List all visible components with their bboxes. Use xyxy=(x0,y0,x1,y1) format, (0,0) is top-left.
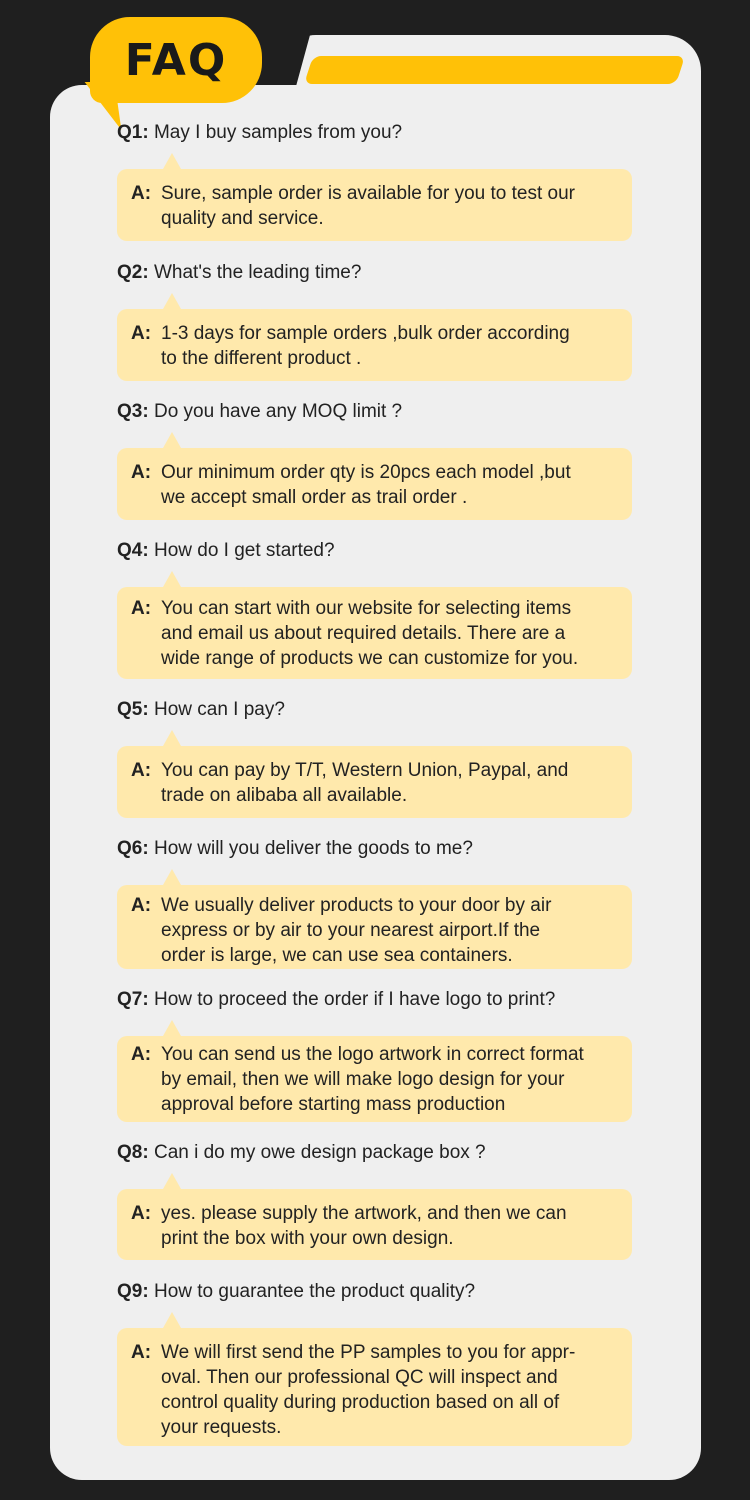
answer-label: A: xyxy=(131,895,152,916)
answer-text: Sure, sample order is available for you to test our quality and service. xyxy=(161,183,575,229)
answer-4 xyxy=(117,587,632,679)
question-text: Do you have any MOQ limit ? xyxy=(153,401,403,422)
answer-8 xyxy=(117,1189,632,1260)
answer-label: A: xyxy=(131,1203,152,1224)
faq-badge xyxy=(90,17,262,103)
question-6 xyxy=(117,838,637,860)
answer-text: We usually deliver products to your door by air express or by air to your nearest airport.If the order is large, we can use sea containers. xyxy=(161,895,552,966)
answer-5 xyxy=(117,746,632,818)
answer-text: Our minimum order qty is 20pcs each model ,but we accept small order as trail order . xyxy=(161,462,571,508)
answer-text: We will first send the PP samples to you for appr- oval. Then our professional QC will inspect and control quality during production based on all of your requests. xyxy=(161,1342,576,1438)
question-9 xyxy=(117,1281,637,1303)
answer-3 xyxy=(117,448,632,520)
answer-label: A: xyxy=(131,462,152,483)
question-text: How do I get started? xyxy=(153,540,335,561)
question-number: Q3: xyxy=(117,401,149,422)
question-text: Can i do my owe design package box ? xyxy=(153,1142,486,1163)
question-text: How to guarantee the product quality? xyxy=(153,1281,476,1302)
question-1 xyxy=(117,122,637,144)
question-number: Q1: xyxy=(117,122,149,143)
answer-label: A: xyxy=(131,1342,152,1363)
question-number: Q7: xyxy=(117,989,149,1010)
answer-2 xyxy=(117,309,632,381)
question-text: May I buy samples from you? xyxy=(153,122,403,143)
answer-text: 1-3 days for sample orders ,bulk order according to the different product . xyxy=(161,323,570,369)
answer-label: A: xyxy=(131,183,152,204)
question-text: How will you deliver the goods to me? xyxy=(153,838,473,859)
question-text: How can I pay? xyxy=(153,699,285,720)
answer-text: You can send us the logo artwork in correct format by email, then we will make logo design for your approval before starting mass production xyxy=(161,1044,584,1115)
question-text: What's the leading time? xyxy=(153,262,362,283)
answer-text: You can start with our website for selecting items and email us about required details. There are a wide range of products we can customize for you. xyxy=(161,598,579,669)
question-3 xyxy=(117,401,637,423)
question-number: Q4: xyxy=(117,540,149,561)
answer-label: A: xyxy=(131,760,152,781)
question-4 xyxy=(117,540,637,562)
answer-text: yes. please supply the artwork, and then we can print the box with your own design. xyxy=(161,1203,567,1249)
answer-6 xyxy=(117,885,632,969)
question-number: Q2: xyxy=(117,262,149,283)
page-title: FAQ xyxy=(124,34,228,86)
answer-label: A: xyxy=(131,323,152,344)
question-number: Q8: xyxy=(117,1142,149,1163)
question-number: Q9: xyxy=(117,1281,149,1302)
answer-1 xyxy=(117,169,632,241)
answer-label: A: xyxy=(131,598,152,619)
accent-bar xyxy=(304,56,685,84)
answer-label: A: xyxy=(131,1044,152,1065)
question-8 xyxy=(117,1142,637,1164)
question-number: Q5: xyxy=(117,699,149,720)
answer-7 xyxy=(117,1036,632,1122)
answer-text: You can pay by T/T, Western Union, Paypal, and trade on alibaba all available. xyxy=(161,760,569,806)
question-text: How to proceed the order if I have logo to print? xyxy=(153,989,556,1010)
question-2 xyxy=(117,262,637,284)
question-5 xyxy=(117,699,637,721)
question-7 xyxy=(117,989,637,1011)
answer-9 xyxy=(117,1328,632,1446)
question-number: Q6: xyxy=(117,838,149,859)
